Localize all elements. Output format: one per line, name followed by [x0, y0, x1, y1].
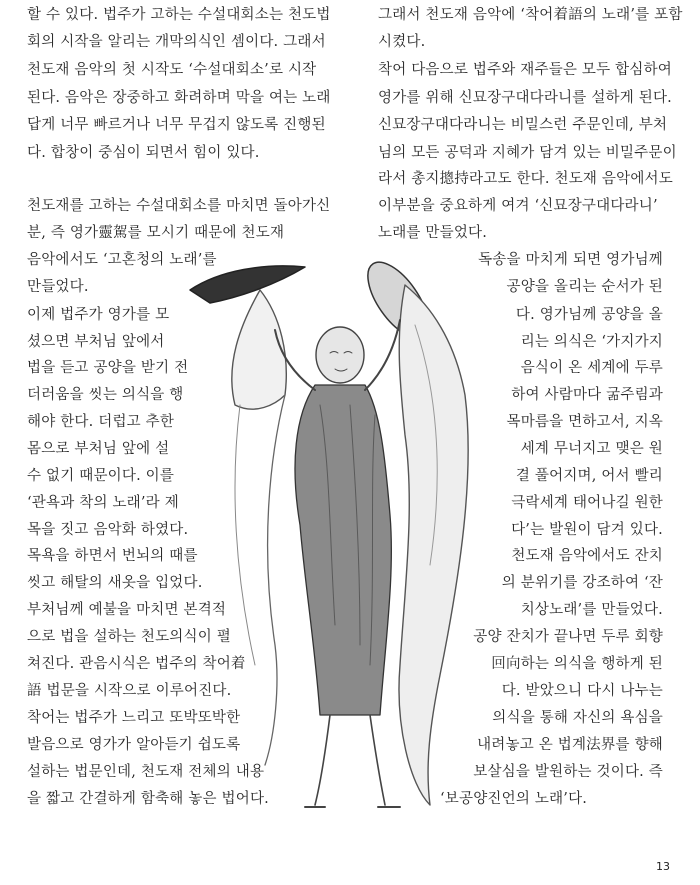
body-line: 셨으면 부처님 앞에서	[27, 334, 165, 350]
body-line: 공양을 올리는 순서가 된	[506, 279, 663, 295]
body-line: 천도재 음악의 첫 시작도 ‘수설대회소’로 시작	[27, 62, 317, 78]
body-line: ‘관욕과 착의 노래’라 제	[27, 495, 179, 511]
body-line: 回向하는 의식을 행하게 된	[491, 656, 663, 672]
body-line: 부처님께 예불을 마치면 본격적	[27, 602, 227, 618]
body-line: 다. 영가님께 공양을 올	[515, 307, 663, 323]
body-line: 을 짧고 간결하게 함축해 놓은 법어다.	[27, 791, 269, 807]
body-line: 답게 너무 빠르거나 너무 무겁지 않도록 진행된	[27, 117, 326, 133]
body-line: 음악에서도 ‘고혼청의 노래’를	[27, 252, 217, 268]
dancing-monk-illustration	[180, 245, 510, 825]
body-line: 리는 의식은 ‘가지가지	[520, 334, 663, 350]
body-line: 으로 법을 설하는 천도의식이 펼	[27, 629, 231, 645]
body-line: 시켰다.	[378, 34, 426, 50]
body-line: 천도재 음악에서도 잔치	[511, 548, 663, 564]
body-line: 몸으로 부처님 앞에 설	[27, 441, 170, 457]
body-line: 독송을 마치게 되면 영가님께	[478, 252, 663, 268]
body-line: 천도재를 고하는 수설대회소를 마치면 돌아가신	[27, 198, 331, 214]
body-line: 세계 무너지고 맺은 원	[520, 441, 663, 457]
body-line: 씻고 해탈의 새옷을 입었다.	[27, 575, 203, 591]
body-line: 다’는 발원이 담겨 있다.	[511, 522, 663, 538]
body-line: ‘보공양진언의 노래’다.	[440, 791, 588, 807]
body-line: 신묘장구대다라니는 비밀스런 주문인데, 부처	[378, 117, 668, 133]
body-line: 분, 즉 영가靈駕를 모시기 때문에 천도재	[27, 225, 285, 241]
body-line: 하여 사람마다 굶주림과	[511, 387, 663, 403]
body-line: 더러움을 씻는 의식을 행	[27, 387, 184, 403]
body-line: 그래서 천도재 음악에 ‘착어着語의 노래’를 포함	[378, 7, 683, 23]
body-line: 영가를 위해 신묘장구대다라니를 설하게 된다.	[378, 90, 672, 106]
body-line: 수 없기 때문이다. 이를	[27, 468, 175, 484]
body-line: 착어는 법주가 느리고 또박또박한	[27, 710, 241, 726]
body-line: 된다. 음악은 장중하고 화려하며 막을 여는 노래	[27, 90, 331, 106]
body-line: 이제 법주가 영가를 모	[27, 307, 170, 323]
body-line: 회의 시작을 알리는 개막의식인 셈이다. 그래서	[27, 34, 326, 50]
body-line: 음식이 온 세계에 두루	[520, 360, 663, 376]
body-line: 다. 받았으니 다시 나누는	[501, 683, 663, 699]
body-line: 목욕을 하면서 번뇌의 때를	[27, 548, 198, 564]
body-line: 결 풀어지며, 어서 빨리	[515, 468, 663, 484]
body-line: 발음으로 영가가 알아듣기 쉽도록	[27, 737, 241, 753]
body-line: 만들었다.	[27, 279, 89, 295]
body-line: 이부분을 중요하게 여겨 ‘신묘장구대다라니’	[378, 198, 658, 214]
body-line: 해야 한다. 더럽고 추한	[27, 414, 175, 430]
body-line: 공양 잔치가 끝나면 두루 회향	[473, 629, 663, 645]
body-line: 치상노래’를 만들었다.	[520, 602, 663, 618]
body-line: 쳐진다. 관음시식은 법주의 착어着	[27, 656, 246, 672]
body-line: 설하는 법문인데, 천도재 전체의 내용	[27, 764, 265, 780]
body-line: 보살심을 발원하는 것이다. 즉	[473, 764, 663, 780]
body-line: 착어 다음으로 법주와 재주들은 모두 합심하여	[378, 62, 672, 78]
body-line: 다. 합창이 중심이 되면서 힘이 있다.	[27, 145, 260, 161]
body-line: 할 수 있다. 법주가 고하는 수설대회소는 천도법	[27, 7, 331, 23]
body-line: 님의 모든 공덕과 지혜가 담겨 있는 비밀주문이	[378, 145, 677, 161]
body-line: 語 법문을 시작으로 이루어진다.	[27, 683, 232, 699]
body-line: 법을 듣고 공양을 받기 전	[27, 360, 189, 376]
body-line: 목마름을 면하고서, 지옥	[506, 414, 663, 430]
page-number: 13	[656, 860, 670, 873]
body-line: 의식을 통해 자신의 욕심을	[492, 710, 663, 726]
body-line: 의 분위기를 강조하여 ‘잔	[501, 575, 663, 591]
body-line: 노래를 만들었다.	[378, 225, 488, 241]
body-line: 라서 총지摠持라고도 한다. 천도재 음악에서도	[378, 171, 673, 187]
body-line: 극락세계 태어나길 원한	[511, 495, 663, 511]
body-line: 내려놓고 온 법계法界를 향해	[477, 737, 663, 753]
body-line: 목을 짓고 음악화 하였다.	[27, 522, 189, 538]
